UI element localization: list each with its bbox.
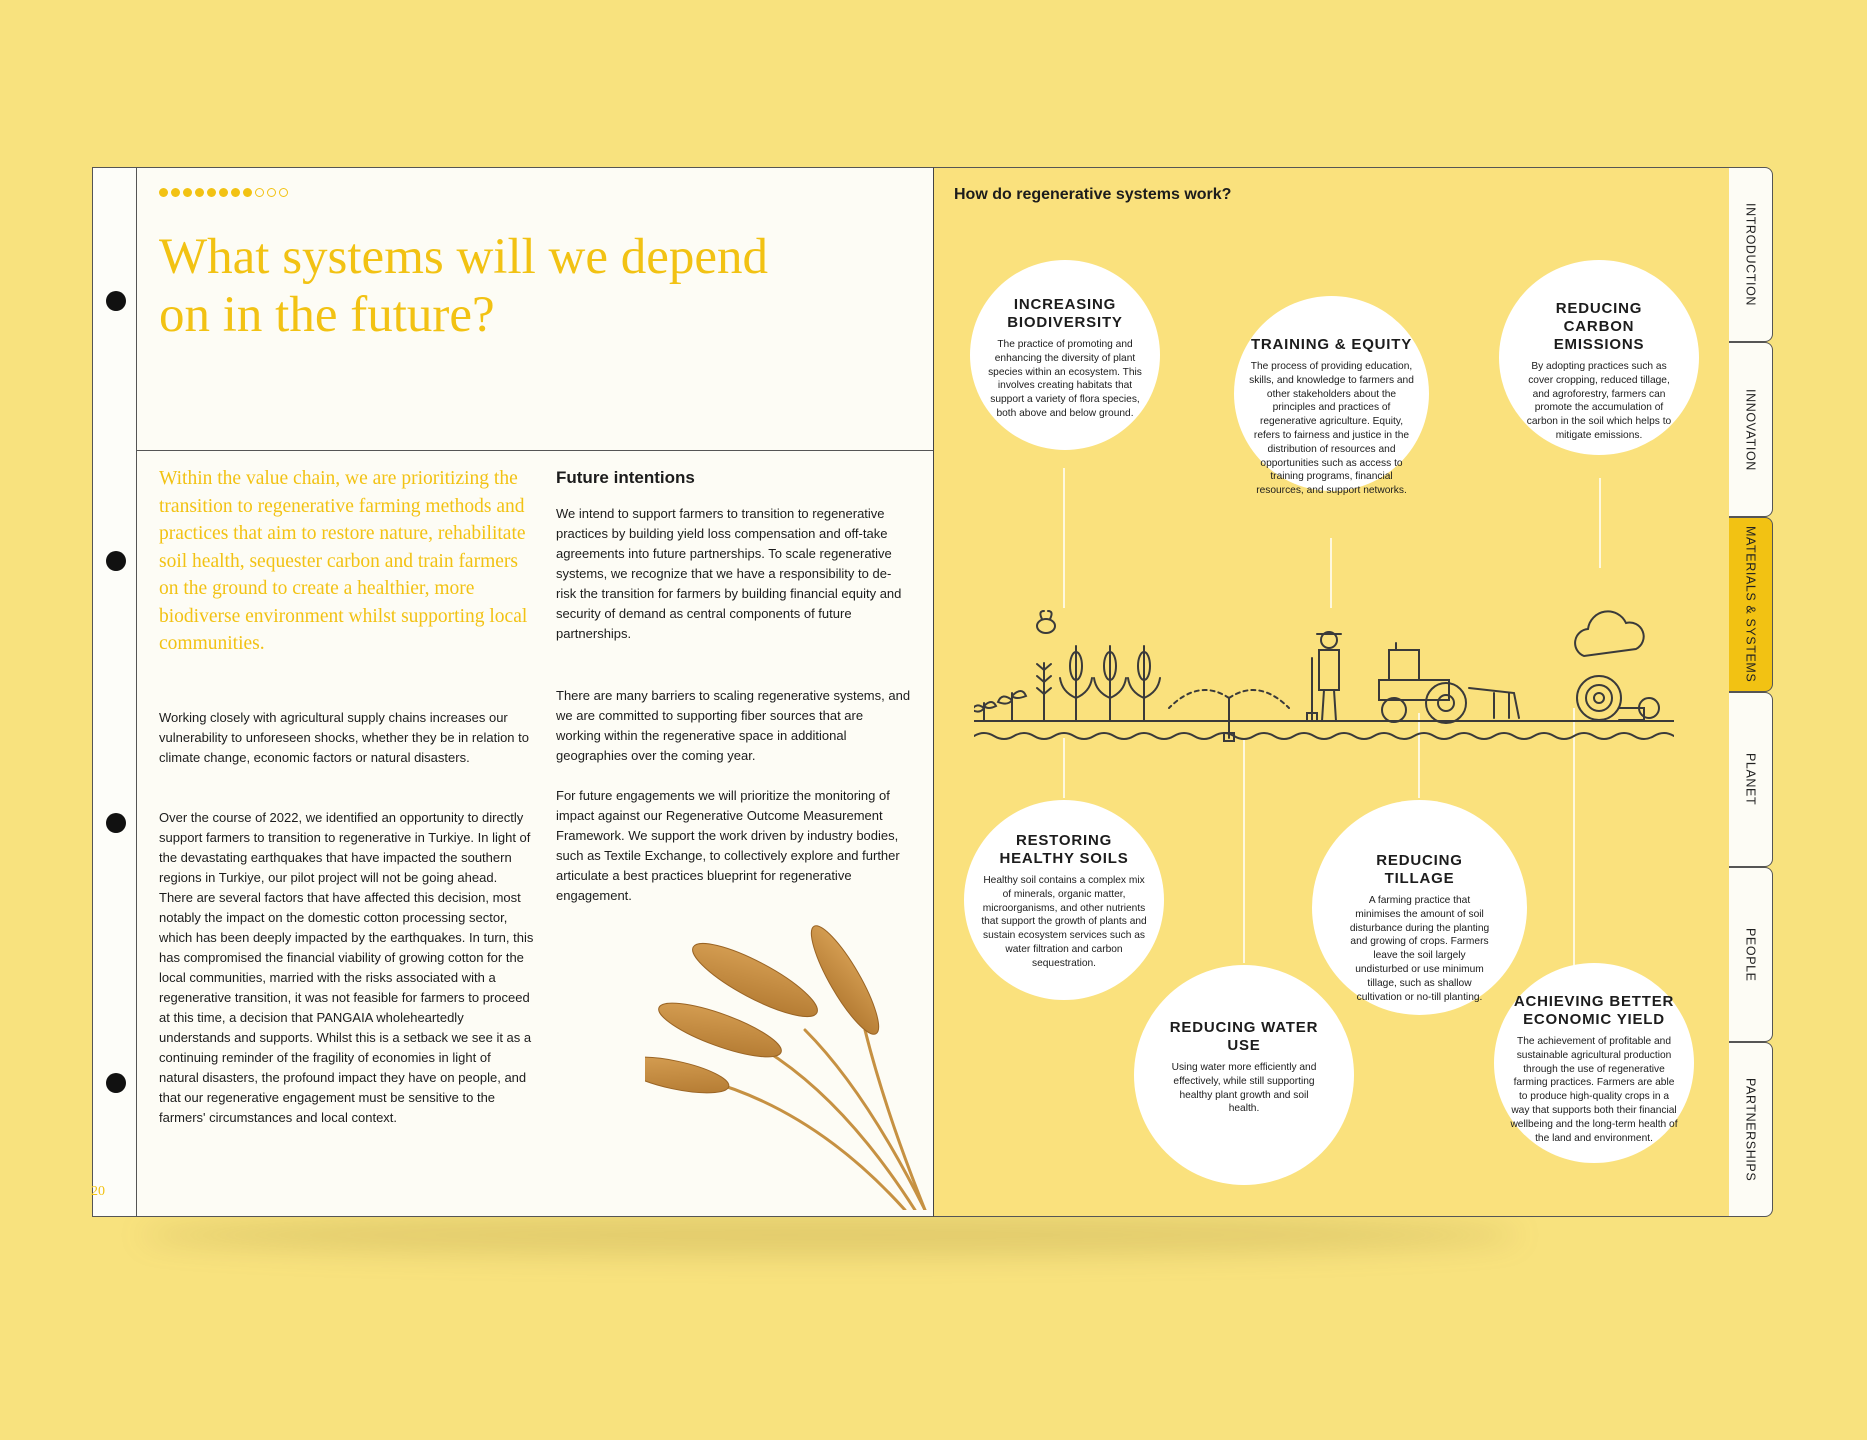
circle-text: Using water more efficiently and effectively, while still supporting healthy plant growth and soil health.	[1171, 1062, 1317, 1115]
progress-dot-empty	[279, 188, 288, 197]
progress-dot-filled	[159, 188, 168, 197]
soil-wave	[974, 733, 1674, 739]
tab-planet[interactable]	[1729, 692, 1773, 867]
progress-dot-filled	[171, 188, 180, 197]
wheat-icon	[1037, 663, 1051, 721]
tab-materials-systems[interactable]	[1729, 517, 1773, 692]
document-shadow	[140, 1215, 1520, 1255]
diagram-heading: How do regenerative systems work?	[954, 186, 1232, 203]
progress-dots	[159, 188, 288, 197]
seedling-icon	[974, 691, 1026, 721]
wheat-ear	[645, 1050, 732, 1100]
circle-text: A farming practice that minimises the amount of soil disturbance during the planting and growing of crops. Farmers leave the soil largely undisturbed or use minimum tillage, such as shallow cultivation or no-till planting.	[1349, 895, 1490, 1003]
wheat-ear	[801, 919, 889, 1041]
future-intentions-heading: Future intentions	[556, 468, 695, 487]
circle-title: RESTORING HEALTHY SOILS	[999, 832, 1129, 867]
future-paragraph-1: We intend to support farmers to transition to regenerative practices by building yield loss compensation and off-take agreements into future partnerships. To scale regenerative systems, we recognize that we have a responsibility to de-risk the transition for farmers by building financial equity and security of demand as central components of future partnerships.	[556, 506, 902, 641]
section-tabs	[1729, 167, 1774, 1217]
body-paragraph-2: Over the course of 2022, we identified an opportunity to directly support farmers to transition to regenerative in Turkiye. In light of the devastating earthquakes that have impacted the southern regions in Turkiye, our pilot project will not be going ahead. There are several factors that have affected this decision, most notably the impact on the domestic cotton processing sector, which has been deeply impacted by the earthquakes. In turn, this has compromised the financial viability of growing cotton for the local communities, married with the risks associated with a regenerative transition, it was not feasible for farmers to proceed at this time, a decision that PANGAIA wholeheartedly understands and supports. Whilst this is a setback we see it as a continuing reminder of the fragility of economies in light of natural disasters, the profound impact they have on people, and that our regenerative engagement must be sensitive to the farmers' circumstances and local context.	[159, 810, 534, 1125]
corn-icon	[1060, 646, 1160, 721]
tab-label: PARTNERSHIPS	[1743, 1077, 1758, 1182]
hay-bale-icon	[1577, 676, 1659, 720]
circle-title: TRAINING & EQUITY	[1250, 336, 1413, 353]
circle-increasing-biodiversity	[970, 260, 1160, 450]
tab-label: PLANET	[1743, 753, 1758, 806]
tab-label: PEOPLE	[1743, 927, 1758, 982]
circle-title: ACHIEVING BETTER ECONOMIC YIELD	[1513, 993, 1675, 1028]
progress-dot-empty	[267, 188, 276, 197]
tab-label: INNOVATION	[1743, 388, 1758, 471]
tab-label: INTRODUCTION	[1743, 202, 1758, 307]
progress-dot-empty	[255, 188, 264, 197]
circle-text: The process of providing education, skills, and knowledge to farmers and other stakeholders about the principles and practices of regenerative agriculture. Equity, refers to fairness and justice in the distribution of resources and opportunities such as access to training programs, financial resources, and support networks.	[1249, 361, 1414, 497]
bee-icon	[1037, 611, 1055, 633]
page-title: What systems will we depend on in the future?	[159, 229, 769, 343]
progress-dot-filled	[183, 188, 192, 197]
future-paragraph-3: For future engagements we will prioritize the monitoring of impact against our Regenerative Outcome Measurement Framework. We support the work driven by industry bodies, such as Textile Exchange, to collectively explore and further articulate a best practices blueprint for regenerative engagement.	[556, 788, 900, 903]
tab-label: MATERIALS & SYSTEMS	[1743, 526, 1758, 683]
binder-hole	[106, 1073, 126, 1093]
farm-illustration	[974, 588, 1674, 748]
divider	[137, 450, 933, 451]
wheat-stem	[765, 1050, 915, 1210]
circle-achieving-better-economic-yield	[1494, 963, 1694, 1163]
circle-training-equity	[1234, 296, 1429, 497]
page-number: 20	[91, 1184, 105, 1199]
circle-text: By adopting practices such as cover cropping, reduced tillage, and agroforestry, farmers can promote the accumulation of carbon in the soil which helps to mitigate emissions.	[1526, 361, 1672, 441]
progress-dot-filled	[243, 188, 252, 197]
progress-dot-filled	[207, 188, 216, 197]
circle-reducing-carbon-emissions	[1499, 260, 1699, 455]
circle-title: INCREASING BIODIVERSITY	[1007, 296, 1123, 331]
tab-innovation[interactable]	[1729, 342, 1773, 517]
farmer-icon	[1307, 632, 1341, 721]
circle-title: REDUCING CARBON EMISSIONS	[1553, 300, 1645, 353]
future-paragraph-2: There are many barriers to scaling regenerative systems, and we are committed to supporting fiber sources that are working within the regenerative space in additional geographies over the coming year.	[556, 688, 911, 763]
circle-reducing-tillage	[1312, 800, 1527, 1015]
tab-partnerships[interactable]	[1729, 1042, 1773, 1217]
circle-title: REDUCING TILLAGE	[1376, 852, 1463, 887]
binder-hole	[106, 551, 126, 571]
circle-text: Healthy soil contains a complex mix of minerals, organic matter, microorganisms, and other nutrients that support the growth of plants and sustain ecosystem services such as water filtration and carbon sequestration.	[981, 875, 1147, 969]
intro-text: Within the value chain, we are prioritizing the transition to regenerative farming methods and practices that aim to restore nature, rehabilitate soil health, sequester carbon and train farmers on the ground to create a healthier, more biodiverse environment whilst supporting local communities.	[159, 468, 528, 654]
tab-people[interactable]	[1729, 867, 1773, 1042]
progress-dot-filled	[195, 188, 204, 197]
tractor-icon	[1379, 643, 1519, 723]
binder-strip	[92, 167, 137, 1217]
wheat-stem	[805, 1030, 925, 1210]
circle-title: REDUCING WATER USE	[1169, 1019, 1319, 1054]
right-page	[933, 167, 1730, 1217]
binder-hole	[106, 813, 126, 833]
tab-introduction[interactable]	[1729, 167, 1773, 342]
body-paragraph-1: Working closely with agricultural supply chains increases our vulnerability to unforeseen shocks, whether they be in relation to climate change, economic factors or natural disasters.	[159, 710, 529, 765]
progress-dot-filled	[231, 188, 240, 197]
wheat-image	[645, 910, 1005, 1210]
circle-text: The practice of promoting and enhancing the diversity of plant species within an ecosystem. This involves creating habitats that support a variety of flora species, both above and below ground.	[988, 339, 1142, 419]
circle-reducing-water-use	[1134, 965, 1354, 1185]
binder-hole	[106, 291, 126, 311]
circle-text: The achievement of profitable and sustainable agricultural production through the use of regenerative farming practices. Farmers are able to produce high-quality crops in a way that supports both their financial wellbeing and the long-term health of the land and environment.	[1510, 1036, 1678, 1144]
cloud-icon	[1575, 611, 1644, 656]
progress-dot-filled	[219, 188, 228, 197]
wheat-stem	[705, 1080, 905, 1210]
